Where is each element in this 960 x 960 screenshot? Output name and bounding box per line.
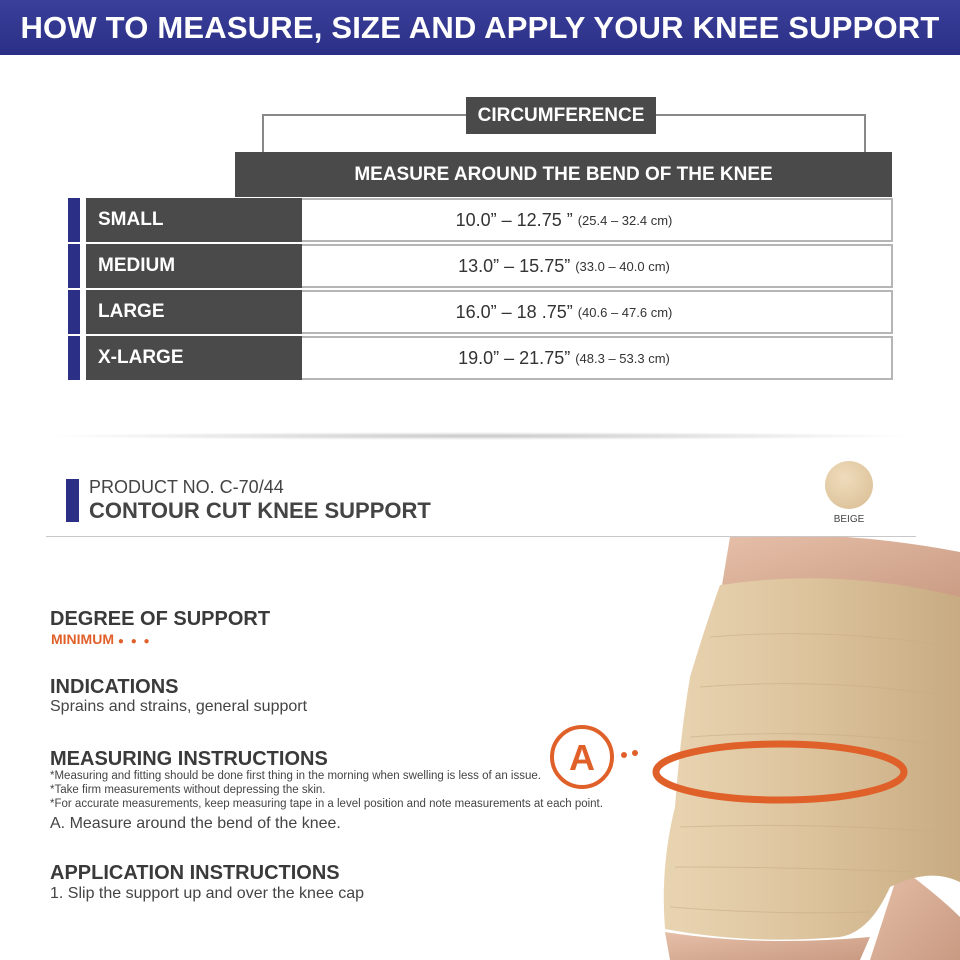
- measuring-note: *Measuring and fitting should be done first thing in the morning when swelling is less of an issue.: [50, 770, 541, 782]
- size-label: X-LARGE: [86, 336, 302, 380]
- size-cm: (40.6 – 47.6 cm): [577, 304, 673, 320]
- color-swatch: [825, 461, 873, 509]
- measuring-note: *Take firm measurements without depressing the skin.: [50, 784, 326, 796]
- size-value: [235, 290, 893, 334]
- size-row-medium: [68, 244, 893, 288]
- indications-text: Sprains and strains, general support: [50, 698, 308, 715]
- page-title-banner: [0, 0, 960, 55]
- page-title: HOW TO MEASURE, SIZE AND APPLY YOUR KNEE SUPPORT: [20, 9, 940, 45]
- size-row-large: [68, 290, 893, 334]
- row-marker: [68, 290, 80, 334]
- size-cm: (25.4 – 32.4 cm): [577, 212, 673, 228]
- support-level: [51, 631, 152, 647]
- application-heading: APPLICATION INSTRUCTIONS: [50, 862, 340, 884]
- product-accent-bar: [66, 479, 79, 522]
- row-marker: [68, 198, 80, 242]
- size-row-xlarge: [68, 336, 893, 380]
- size-value: [235, 198, 893, 242]
- size-value: [235, 244, 893, 288]
- size-label: MEDIUM: [86, 244, 302, 288]
- support-dots: ● ● ●: [117, 636, 152, 647]
- size-label: LARGE: [86, 290, 302, 334]
- pointer-dot: [632, 750, 638, 756]
- size-inches: 13.0” – 15.75”: [458, 255, 571, 276]
- size-inches: 19.0” – 21.75”: [458, 347, 571, 368]
- measuring-heading: MEASURING INSTRUCTIONS: [50, 748, 328, 770]
- circumference-header: CIRCUMFERENCE: [466, 97, 656, 134]
- indications-heading: INDICATIONS: [50, 676, 179, 698]
- size-cm: (48.3 – 53.3 cm): [575, 350, 670, 366]
- support-level-text: MINIMUM: [51, 631, 114, 647]
- knee-illustration: [540, 537, 960, 960]
- size-value: [235, 336, 893, 380]
- size-inches: 16.0” – 18 .75”: [455, 301, 573, 322]
- size-cm: (33.0 – 40.0 cm): [575, 258, 670, 274]
- size-label: SMALL: [86, 198, 302, 242]
- column-header: MEASURE AROUND THE BEND OF THE KNEE: [235, 152, 892, 197]
- pointer-dot: [621, 752, 627, 758]
- marker-a-label: A: [569, 737, 595, 778]
- product-number: PRODUCT NO. C-70/44: [89, 477, 284, 497]
- size-row-small: [68, 198, 893, 242]
- row-marker: [68, 336, 80, 380]
- color-swatch-label: BEIGE: [833, 514, 865, 525]
- measuring-step: A. Measure around the bend of the knee.: [50, 815, 341, 832]
- row-marker: [68, 244, 80, 288]
- section-divider: [40, 432, 920, 440]
- application-step: 1. Slip the support up and over the knee cap: [50, 885, 364, 902]
- product-name: CONTOUR CUT KNEE SUPPORT: [89, 498, 431, 523]
- support-heading: DEGREE OF SUPPORT: [50, 608, 271, 630]
- measuring-note: *For accurate measurements, keep measuring tape in a level position and note measurements at each point.: [50, 798, 603, 810]
- size-inches: 10.0” – 12.75 ”: [455, 209, 573, 230]
